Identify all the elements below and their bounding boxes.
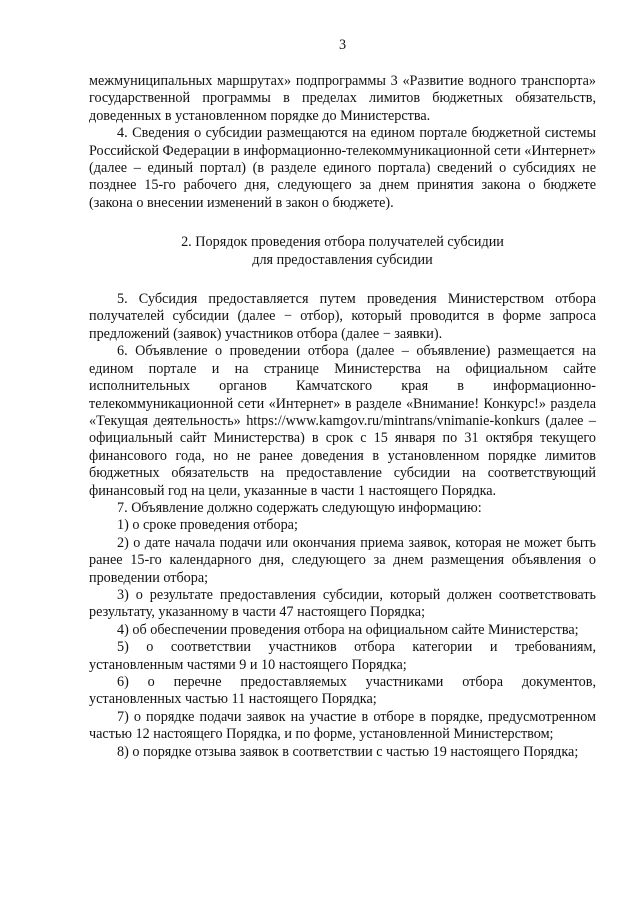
section-heading: [89, 234, 596, 269]
paragraph-7: 7. Объявление должно содержать следующую информацию:: [117, 499, 482, 516]
list-item: 4) об обеспечении проведения отбора на официальном сайте Министерства;: [117, 621, 579, 638]
paragraph-continuation: межмуниципальных маршрутах» подпрограммы 3 «Развитие водного транспорта» государственной программы в пределах лимитов бюджетных обязательств, доведенных в установленном порядке до Министерства.: [89, 73, 596, 124]
list-item: 5) о соответствии участников отбора категории и требованиям, установленным частями 9 и 10 настоящего Порядка;: [89, 639, 596, 673]
paragraph-4: 4. Сведения о субсидии размещаются на едином портале бюджетной системы Российской Федерации в информационно-телекоммуникационной сети «Интернет» (далее – единый портал) (в разделе единого портала) сведений о субсидиях не позднее 15-го рабочего дня, следующего за днем принятия закона о бюджете (закона о внесении изменений в закон о бюджете).: [89, 125, 596, 211]
announcement-requirements-list: [89, 517, 596, 761]
list-item: 6) о перечне предоставляемых участниками отбора документов, установленных частью 11 настоящего Порядка;: [89, 674, 596, 708]
paragraph-5: 5. Субсидия предоставляется путем проведения Министерством отбора получателей субсидии (далее − отбор), который проводится в форме запроса предложений (заявок) участников отбора (далее − заявки).: [89, 291, 596, 342]
list-item: 2) о дате начала подачи или окончания приема заявок, которая не может быть ранее 15-го календарного дня, следующего за днем размещения объявления о проведении отбора;: [89, 534, 596, 586]
list-item: 7) о порядке подачи заявок на участие в отборе в порядке, предусмотренном частью 12 настоящего Порядка, и по форме, установленной Министерством;: [89, 708, 596, 743]
list-item: 8) о порядке отзыва заявок в соответствии с частью 19 настоящего Порядка;: [117, 743, 579, 760]
page-number: 3: [338, 37, 347, 53]
list-item: 1) о сроке проведения отбора;: [117, 517, 298, 534]
section-heading-line-2: для предоставления субсидии: [252, 251, 433, 268]
section-heading-line-1: 2. Порядок проведения отбора получателей субсидии: [181, 234, 504, 251]
paragraph-6: 6. Объявление о проведении отбора (далее – объявление) размещается на едином портале и на странице Министерства на официальном сайте исполнительных органов Камчатского края в информационно-телекоммуникационной сети «Интернет» в разделе «Внимание! Конкурс!» раздела «Текущая деятельность» https://www.kamgov.ru/mintrans/vnimanie-konkurs (далее – официальный сайт Министерства) в срок с 15 января по 31 октября текущего финансового года, но не ранее доведения в установленном порядке лимитов бюджетных обязательств на предоставление субсидии на соответствующий финансовый год на цели, указанные в части 1 настоящего Порядка.: [89, 343, 596, 499]
list-item: 3) о результате предоставления субсидии, который должен соответствовать результату, указанному в части 47 настоящего Порядка;: [89, 586, 596, 621]
